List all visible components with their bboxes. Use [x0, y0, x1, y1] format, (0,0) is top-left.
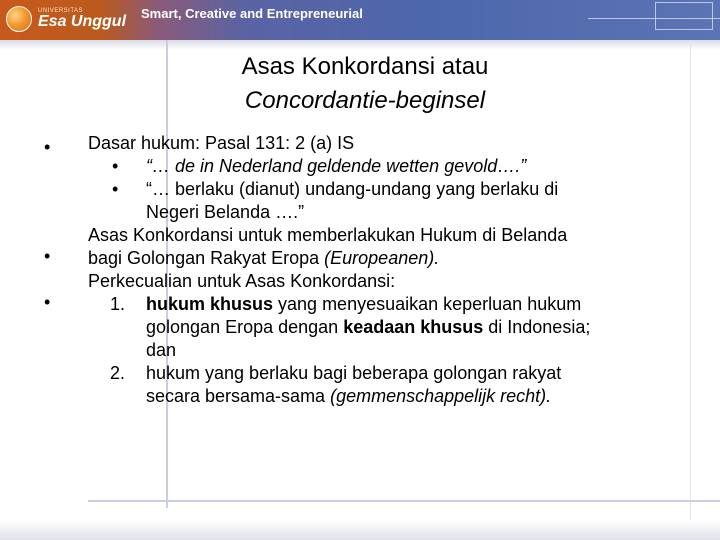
numbered-item-1-cont: golongan Eropa dengan keadaan khusus di Indonesia; [146, 317, 591, 337]
numbered-item-2-cont: secara bersama-sama (gemmenschappelijk recht). [146, 386, 552, 406]
slide-title [0, 50, 720, 118]
logo-small-text: UNIVERSITAS [38, 8, 84, 14]
sub-bullet-1: • “… de in Nederland geldende wetten gevold….” [112, 156, 527, 176]
title-line-2: Concordantie-beginsel [244, 87, 486, 114]
tagline: Smart, Creative and Entrepreneurial [141, 6, 363, 21]
footer-strip [0, 520, 720, 540]
sub-bullet-2: • “… berlaku (dianut) undang-undang yang berlaku di [112, 179, 559, 199]
header-banner [0, 0, 720, 40]
bullet-2-text-cont: bagi Golongan Rakyat Eropa (Europeanen). [88, 248, 440, 268]
university-logo [6, 6, 126, 32]
header-shadow-strip [0, 40, 720, 50]
bullet-2-marker: • [44, 246, 51, 266]
logo-name: Esa Unggul [38, 13, 127, 30]
title-line-1: Asas Konkordansi atau [241, 53, 489, 80]
numbered-item-2: 2. hukum yang berlaku bagi beberapa golongan rakyat [110, 363, 562, 383]
numbered-item-1-cont2: dan [146, 340, 177, 360]
bullet-1-text: Dasar hukum: Pasal 131: 2 (a) IS [88, 133, 355, 153]
logo-emblem-icon [6, 6, 32, 32]
sub-bullet-2-cont: Negeri Belanda ….” [146, 202, 305, 222]
numbered-item-1: 1. hukum khusus yang menyesuaikan keperluan hukum [110, 294, 582, 314]
bullet-2-text: Asas Konkordansi untuk memberlakukan Hukum di Belanda [88, 225, 568, 245]
frame-horizontal-line [88, 500, 720, 502]
header-decor-box [655, 2, 713, 30]
bullet-1-marker: • [44, 137, 51, 157]
bullet-3-marker: • [44, 292, 51, 312]
bullet-3-text: Perkecualian untuk Asas Konkordansi: [88, 271, 396, 291]
slide-body [88, 132, 688, 408]
